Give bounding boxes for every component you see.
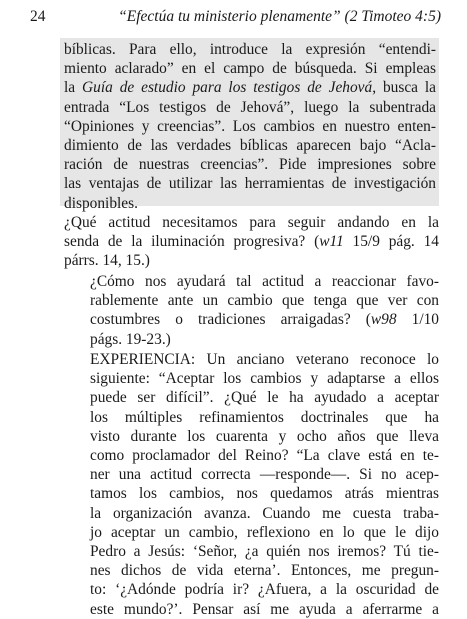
text-run: costumbres o tradiciones arraigadas? ( [90,311,371,329]
text-line: las ventajas de utilizar las herramientas de investigación [64,175,436,193]
text-run: , busca la [372,79,436,97]
text-line: ración de nuestras creencias”. Pide impresiones sobre [64,156,436,174]
shaded-box-text [64,40,436,213]
text-line: jo aceptar un cambio, reflexiono en lo que le dijo [90,523,439,541]
text-line [90,310,439,329]
main-question [64,213,439,271]
text-run: 15/9 pág. 14 [343,233,439,251]
text-line [64,78,436,97]
text-run: la [64,79,83,97]
text-line: ¿Cómo nos ayudará tal actitud a reaccionar favo- [90,273,439,290]
text-line: ¿Qué actitud necesitamos para seguir andando en la [64,214,439,231]
text-line: este mundo?’. Pensar así me ayuda a aferrarme a [90,600,439,618]
text-line: párrs. 14, 15.) [64,252,150,270]
text-line: tamos los cambios, nos quedamos atrás mientras [90,485,439,503]
text-line: págs. 19-23.) [90,330,171,348]
text-line: ner una actitud correcta —responde—. Si no acep- [90,466,439,484]
reference-code: w98 [370,311,397,329]
text-line: bíblicas. Para ello, introduce la expresión “entendi- [64,41,436,58]
text-line: to: ‘¿Adónde podría ir? ¿Afuera, a la oscuridad de [90,581,439,599]
page-number: 24 [30,8,46,25]
text-line: siguiente: “Aceptar los cambios y adaptarse a ellos [90,370,439,388]
experience-paragraph [90,350,439,619]
text-line: nes dichos de vida eterna’. Entonces, me pregun- [90,562,439,580]
text-line: Pedro a Jesús: ‘Señor, ¿a quién nos iremos? Tú tie- [90,543,439,561]
text-line: como proclamador del Reino? “La clave está en te- [90,447,439,465]
text-line: rablemente ante un cambio que tenga que ver con [90,292,439,310]
publication-title: Guía de estudio para los testigos de Jehová [82,79,373,97]
page-header [30,7,441,27]
text-line: EXPERIENCIA: Un anciano veterano reconoce lo [90,351,439,368]
running-title: “Efectúa tu ministerio plenamente” (2 Timoteo 4:5) [118,8,441,25]
text-line: puede ser difícil”. ¿Qué le ha ayudado a aceptar [90,389,439,407]
sub-question [90,272,439,349]
text-line: entrada “Los testigos de Jehová”, luego la subentrada [64,98,436,116]
text-line [64,232,439,251]
text-line: disponibles. [64,194,138,212]
text-line: los múltiples refinamientos doctrinales que ha [90,408,439,426]
text-line: “Opiniones y creencias”. Los cambios en nuestro enten- [64,117,436,135]
text-line: dimiento de las verdades bíblicas aparecen bajo “Acla- [64,137,436,155]
text-line: miento aclarado” en el campo de búsqueda. Si empleas [64,60,436,78]
text-line: visto durante los cuarenta y ocho años que lleva [90,427,439,445]
reference-code: w11 [319,233,344,251]
text-line: la organización avanza. Cuando me cuesta traba- [90,504,439,522]
text-run: senda de la iluminación progresiva? ( [64,233,320,251]
text-run: 1/10 [396,311,439,329]
